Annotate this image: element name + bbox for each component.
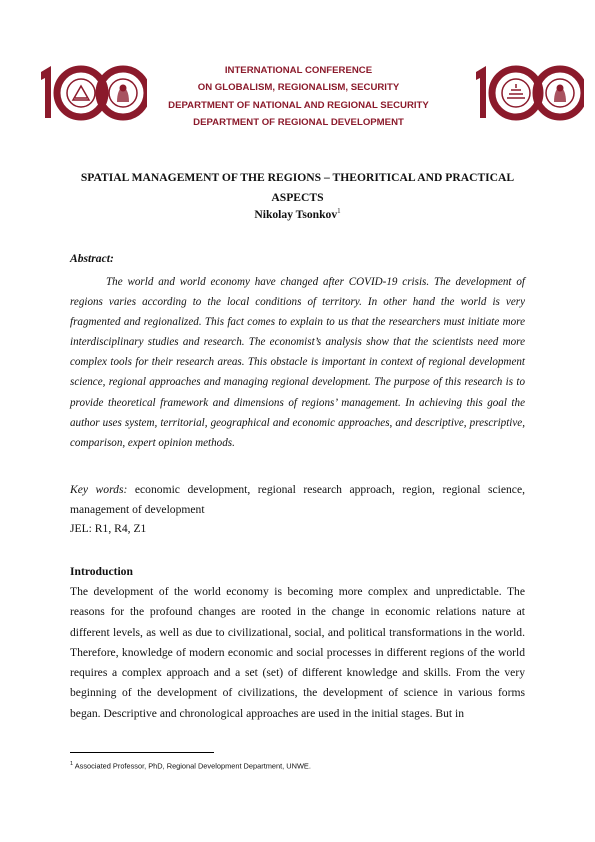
paper-title: SPATIAL MANAGEMENT OF THE REGIONS – THEORITICAL AND PRACTICAL ASPECTS [80,171,515,204]
anniversary-seal-left [37,64,147,122]
introduction-heading: Introduction [70,565,133,578]
keywords-label: Key words: [70,483,128,496]
footnote [70,761,311,770]
conference-line: DEPARTMENT OF REGIONAL DEVELOPMENT [193,117,404,129]
abstract-text: The world and world economy have changed after COVID-19 crisis. The development of regions varies according to the local conditions of territory. In other hand the world is very fragmented and regionalized. This fact comes to explain to us that the researchers must initiate more interdisciplinary studies and research. The economist’s analysis show that the scientists need more complex tools for their research areas. This obstacle is important in context of regional development science, regional approaches and managing regional development. The purpose of this research is to provide theoretical framework and dimensions of regions’ management. In achieving this goal the author uses system, territorial, geographical and economic approaches, and descriptive, prescriptive, comparison, expert opinion methods. [70,276,525,449]
jel-codes: JEL: R1, R4, Z1 [70,522,147,535]
footnote-mark: 1 [70,761,74,767]
author-name: Nikolay Tsonkov [254,207,338,221]
paper-author [70,207,525,221]
author-footnote-mark: 1 [337,207,341,215]
anniversary-seal-right [472,64,584,122]
conference-header [150,62,447,132]
conference-line: INTERNATIONAL CONFERENCE [224,65,373,76]
conference-line: ON GLOBALISM, REGIONALISM, SECURITY [197,82,400,94]
footnote-separator [70,752,214,753]
introduction-text: The development of the world economy is becoming more complex and unpredictable. The reasons for the profound changes are rooted in the change in economic relations nature at different levels, as well as due to civilizational, social, and political transformations in the world. Therefore, knowledge of modern economic and social processes in different regions of the world requires a complex approach and a set (set) of different knowledge and skills. From the very beginning of the development of civilizations, the development of science in various forms began. Descriptive and chronological approaches are used in the initial stages. But in [70,585,525,720]
abstract-heading: Abstract: [70,252,114,265]
footnote-text: Associated Professor, PhD, Regional Development Department, UNWE. [74,761,311,771]
keywords-text: economic development, regional research approach, region, regional science, management of development [70,483,525,516]
keywords [70,480,525,519]
conference-line: DEPARTMENT OF NATIONAL AND REGIONAL SECURITY [168,99,429,111]
